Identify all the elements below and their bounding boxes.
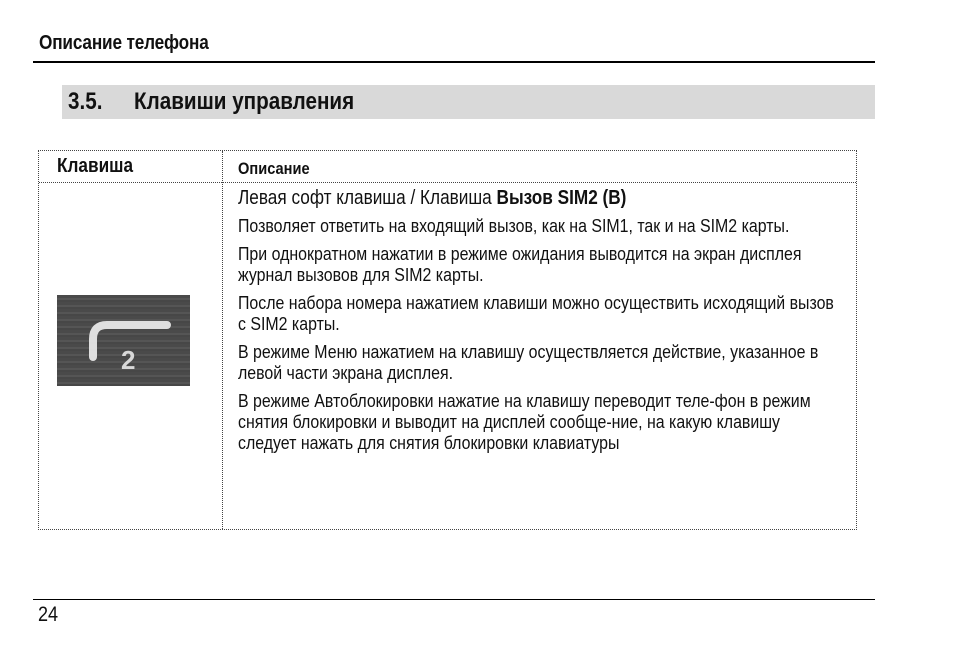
- description-paragraph: При однократном нажатии в режиме ожидания выводится на экран дисплея журнал вызовов для SIM2 карты.: [238, 243, 802, 285]
- key-title: [238, 185, 788, 211]
- key-title-plain: Левая софт клавиша / Клавиша: [238, 187, 497, 209]
- header-rule: [33, 61, 875, 63]
- column-header-key: Клавиша: [57, 155, 134, 177]
- section-number: 3.5.: [68, 88, 103, 115]
- description-paragraph: В режиме Меню нажатием на клавишу осуществляется действие, указанное в левой части экрана дисплея.: [238, 341, 819, 383]
- footer-rule: [33, 599, 875, 600]
- running-header: Описание телефона: [39, 32, 209, 54]
- page-number: 24: [38, 603, 59, 626]
- section-title: Клавиши управления: [134, 88, 355, 115]
- description-paragraph: После набора номера нажатием клавиши можно осуществить исходящий вызов с SIM2 карты.: [238, 292, 834, 334]
- column-divider: [222, 151, 223, 529]
- header-divider: [39, 182, 856, 183]
- svg-text:2: 2: [121, 345, 136, 375]
- column-header-description: Описание: [238, 159, 310, 178]
- section-heading: [62, 85, 875, 119]
- description-paragraph: В режиме Автоблокировки нажатие на клавишу переводит теле-фон в режим снятия блокировки и выводит на дисплей сообще-ние, на какую клавишу следует нажать для снятия блокировки клавиатуры: [238, 390, 811, 453]
- key-title-bold: Вызов SIM2 (B): [496, 187, 627, 209]
- left-soft-key-sim2-icon: [57, 295, 190, 386]
- description-paragraph: Позволяет ответить на входящий вызов, как на SIM1, так и на SIM2 карты.: [238, 215, 790, 236]
- key-description: [238, 185, 878, 453]
- keys-table: [38, 150, 857, 530]
